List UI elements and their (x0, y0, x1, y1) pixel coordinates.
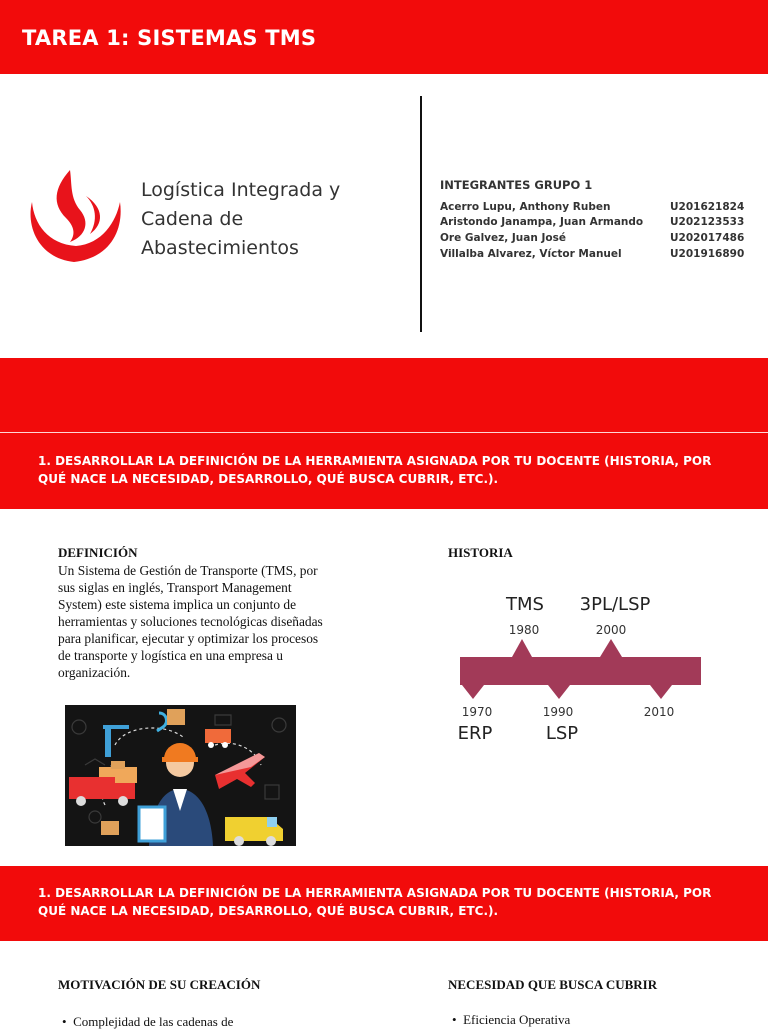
motivation-heading: MOTIVACIÓN DE SU CREACIÓN (58, 977, 261, 992)
red-band (0, 358, 768, 432)
section-band-text: 1. DESARROLLAR LA DEFINICIÓN DE LA HERRAMIENTA ASIGNADA POR TU DOCENTE (HISTORIA, POR QUÉ NACE LA NECESIDAD, DESARROLLO, QUÉ BUSCA CUBRIR, ETC.). (38, 886, 712, 918)
bullet-dot: • (62, 1014, 74, 1029)
history-heading: HISTORIA (448, 545, 513, 560)
member-row (440, 216, 745, 228)
timeline-year: 2000 (595, 623, 627, 637)
timeline-label: LSP (545, 723, 579, 744)
course-title-line: Abastecimientos (141, 237, 299, 259)
course-title (141, 176, 381, 263)
timeline-label: ERP (457, 723, 493, 744)
member-name: Acerro Lupu, Anthony Ruben (440, 201, 611, 213)
member-code: U202123533 (670, 216, 745, 228)
member-name: Villalba Alvarez, Víctor Manuel (440, 248, 622, 260)
timeline-year: 1980 (508, 623, 540, 637)
member-row (440, 232, 745, 244)
course-title-line: Cadena de (141, 208, 244, 230)
definition-heading: DEFINICIÓN (58, 545, 138, 560)
definition-text: Un Sistema de Gestión de Transporte (TMS, por sus siglas en inglés, Transport Management System) este sistema implica un conjunto de herramientas y soluciones tecnológicas diseñadas para planificar, ejecutar y optimizar los procesos de transporte y logística en una empresa u organización. (58, 563, 323, 680)
section-band-text: 1. DESARROLLAR LA DEFINICIÓN DE LA HERRAMIENTA ASIGNADA POR TU DOCENTE (HISTORIA, POR QUÉ NACE LA NECESIDAD, DESARROLLO, QUÉ BUSCA CUBRIR, ETC.). (38, 454, 712, 486)
logistics-illustration (65, 705, 296, 846)
slide-title: TAREA 1: SISTEMAS TMS (22, 26, 317, 50)
need-heading: NECESIDAD QUE BUSCA CUBRIR (448, 977, 658, 992)
members-title: INTEGRANTES GRUPO 1 (440, 178, 593, 192)
motivation-bullet-text: Complejidad de las cadenas de (73, 1014, 234, 1029)
timeline-label: TMS (506, 594, 544, 615)
timeline-year: 1970 (461, 705, 493, 719)
member-code: U202017486 (670, 232, 745, 244)
need-bullet (452, 1012, 570, 1028)
member-code: U201621824 (670, 201, 745, 213)
timeline-label: 3PL/LSP (579, 594, 651, 615)
member-row (440, 248, 745, 260)
timeline-year: 2010 (643, 705, 675, 719)
course-title-line: Logística Integrada y (141, 179, 341, 201)
need-bullet-text: Eficiencia Operativa (463, 1012, 571, 1027)
member-code: U201916890 (670, 248, 745, 260)
university-logo (24, 166, 126, 268)
bullet-dot: • (452, 1012, 464, 1027)
member-row (440, 201, 745, 213)
vertical-divider (420, 96, 422, 332)
member-name: Aristondo Janampa, Juan Armando (440, 216, 644, 228)
motivation-bullet (62, 1014, 233, 1030)
history-timeline (440, 585, 730, 750)
timeline-year: 1990 (542, 705, 574, 719)
member-name: Ore Galvez, Juan José (440, 232, 566, 244)
